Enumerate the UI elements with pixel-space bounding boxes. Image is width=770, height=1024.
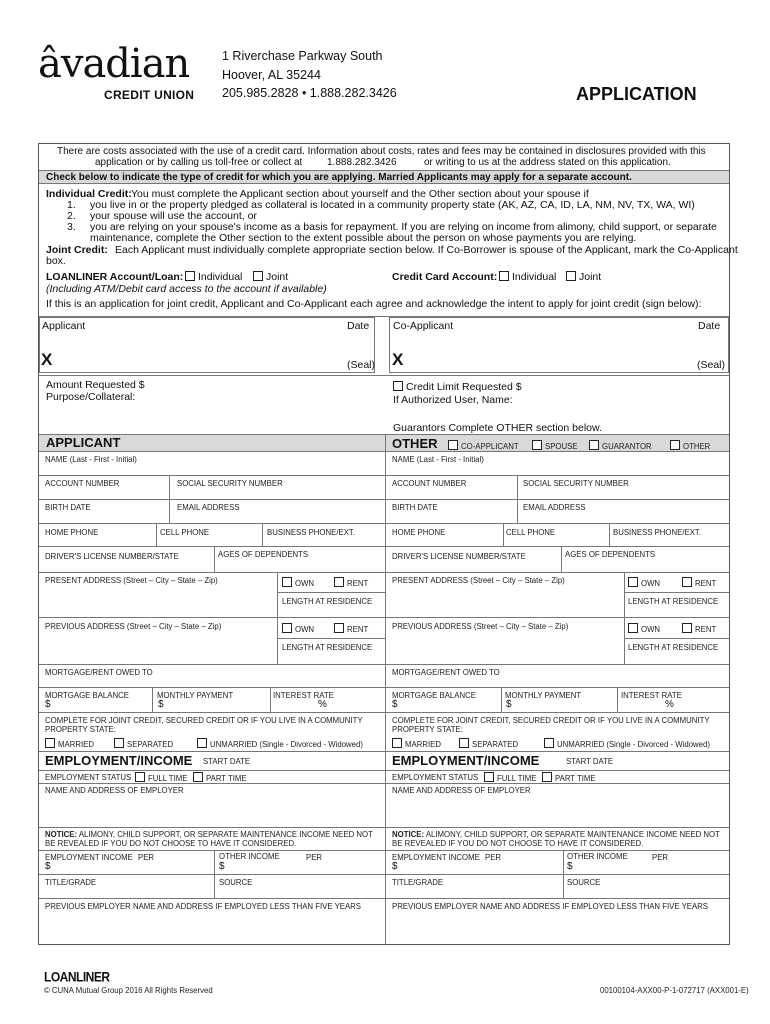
rule xyxy=(277,638,385,639)
joint-sign-note: If this is an application for joint credit, Applicant and Co-Applicant each agree and acknowledge the intent to apply for joint credit (sign below): xyxy=(46,298,702,310)
own-checkbox[interactable] xyxy=(282,623,292,633)
vdiv xyxy=(214,546,215,572)
other-notice-1 xyxy=(392,830,720,839)
rent-checkbox[interactable] xyxy=(334,623,344,633)
costs-notice-line-1: There are costs associated with the use of a credit card. Information about costs, rates and fees may be contained in disclosures provided with this xyxy=(57,146,706,157)
rule xyxy=(39,751,729,752)
column-divider xyxy=(385,434,386,944)
other-interest-rate-field[interactable]: INTEREST RATE xyxy=(621,691,682,700)
rent-label: RENT xyxy=(347,579,369,588)
other-prev-employer-field[interactable]: PREVIOUS EMPLOYER NAME AND ADDRESS IF EMPLOYED LESS THAN FIVE YEARS xyxy=(392,902,709,911)
loanliner-logo: LOANLINER xyxy=(44,968,110,986)
applicant-present-own[interactable] xyxy=(282,577,314,588)
applicant-interest-rate-field[interactable]: INTEREST RATE xyxy=(273,691,334,700)
loan-joint-label: Joint xyxy=(266,271,289,283)
vdiv xyxy=(156,523,157,546)
own-label: OWN xyxy=(295,625,315,634)
guarantor-label: GUARANTOR xyxy=(602,442,652,451)
other-start-date-field[interactable]: START DATE xyxy=(566,757,614,766)
other-present-length[interactable]: LENGTH AT RESIDENCE xyxy=(628,597,719,606)
rent-checkbox[interactable] xyxy=(682,623,692,633)
applicant-section-title: APPLICANT xyxy=(46,435,121,450)
avadian-logo: âvadian xyxy=(38,41,190,87)
applicant-birth-field[interactable]: BIRTH DATE xyxy=(45,503,91,512)
applicant-seal: (Seal) xyxy=(347,359,376,371)
other-previous-rent[interactable] xyxy=(682,623,716,634)
cc-individual-option[interactable] xyxy=(499,271,556,283)
other-section-title: OTHER xyxy=(392,436,438,451)
applicant-title-grade-field[interactable]: TITLE/GRADE xyxy=(45,878,97,887)
applicant-balance-dollar: $ xyxy=(45,699,51,710)
applicant-sign-x: X xyxy=(41,350,53,369)
other-cell-phone-field[interactable]: CELL PHONE xyxy=(506,528,556,537)
item-number-3: 3. xyxy=(67,221,76,233)
item-number-2: 2. xyxy=(67,210,76,222)
applicant-interest-pct: % xyxy=(318,699,327,710)
rule xyxy=(39,850,729,851)
applicant-separated[interactable] xyxy=(114,738,173,749)
other-co-applicant-option[interactable] xyxy=(448,440,519,451)
other-birth-field[interactable]: BIRTH DATE xyxy=(392,503,438,512)
other-emp-income-field[interactable]: EMPLOYMENT INCOME xyxy=(392,853,480,862)
rule xyxy=(39,898,729,899)
other-guarantor-option[interactable] xyxy=(589,440,652,451)
applicant-full-time[interactable] xyxy=(135,772,187,783)
joint-credit-text-2: box. xyxy=(46,255,66,267)
other-ssn-field[interactable]: SOCIAL SECURITY NUMBER xyxy=(523,479,629,488)
credit-limit-option[interactable] xyxy=(393,381,522,393)
other-unmarried[interactable] xyxy=(544,738,710,749)
married-label: MARRIED xyxy=(405,740,441,749)
other-present-address-field[interactable]: PRESENT ADDRESS (Street – City – State – Zip) xyxy=(392,576,565,585)
vdiv xyxy=(517,475,518,523)
item-text-3b: maintenance, complete the Other section to the extent possible about the person on whose payments you are relying. xyxy=(90,232,637,244)
applicant-signature-box[interactable] xyxy=(39,317,375,373)
rule xyxy=(39,523,729,524)
married-label: MARRIED xyxy=(58,740,94,749)
applicant-income-dollar: $ xyxy=(45,861,51,872)
vdiv xyxy=(262,523,263,546)
vdiv xyxy=(563,850,564,898)
rent-label: RENT xyxy=(347,625,369,634)
other-spouse-option[interactable] xyxy=(532,440,578,451)
other-title-grade-field[interactable]: TITLE/GRADE xyxy=(392,878,444,887)
separated-label: SEPARATED xyxy=(127,740,174,749)
married-checkbox[interactable] xyxy=(392,738,402,748)
individual-credit-text: You must complete the Applicant section about yourself and the Other section about your spouse if xyxy=(131,188,589,200)
rule xyxy=(39,475,729,476)
rent-label: RENT xyxy=(695,625,717,634)
applicant-present-rent[interactable] xyxy=(334,577,368,588)
copyright-notice: © CUNA Mutual Group 2016 All Rights Reserved xyxy=(44,986,213,995)
applicant-previous-length[interactable]: LENGTH AT RESIDENCE xyxy=(282,643,373,652)
own-label: OWN xyxy=(641,579,661,588)
cc-individual-checkbox[interactable] xyxy=(499,271,509,281)
other-notice-2: BE REVEALED IF YOU DO NOT CHOOSE TO HAVE IT CONSIDERED. xyxy=(392,839,644,848)
loan-individual-option[interactable] xyxy=(185,271,242,283)
applicant-date-label: Date xyxy=(347,320,370,332)
applicant-notice-2: BE REVEALED IF YOU DO NOT CHOOSE TO HAVE IT CONSIDERED. xyxy=(45,839,297,848)
applicant-business-phone-field[interactable]: BUSINESS PHONE/EXT. xyxy=(267,528,355,537)
rule xyxy=(39,546,729,547)
applicant-home-phone-field[interactable]: HOME PHONE xyxy=(45,528,99,537)
vdiv xyxy=(169,475,170,523)
other-married[interactable] xyxy=(392,738,441,749)
applicant-start-date-field[interactable]: START DATE xyxy=(203,757,251,766)
applicant-source-field[interactable]: SOURCE xyxy=(219,878,253,887)
other-name-field[interactable]: NAME (Last - First - Initial) xyxy=(392,455,484,464)
address-line-1: 1 Riverchase Parkway South xyxy=(222,49,383,63)
guarantor-checkbox[interactable] xyxy=(589,440,599,450)
vdiv xyxy=(503,523,504,546)
costs-notice-phone: 1.888.282.3426 xyxy=(327,157,397,168)
rule xyxy=(39,874,729,875)
rent-checkbox[interactable] xyxy=(334,577,344,587)
applicant-monthly-payment-field[interactable]: MONTHLY PAYMENT xyxy=(157,691,234,700)
other-ages-field[interactable]: AGES OF DEPENDENTS xyxy=(565,550,656,559)
other-checkbox[interactable] xyxy=(670,440,680,450)
authorized-user-name[interactable]: If Authorized User, Name: xyxy=(393,394,513,406)
other-interest-pct: % xyxy=(665,699,674,710)
own-checkbox[interactable] xyxy=(282,577,292,587)
part-time-label: PART TIME xyxy=(206,774,247,783)
separated-checkbox[interactable] xyxy=(114,738,124,748)
part-time-checkbox[interactable] xyxy=(193,772,203,782)
spouse-checkbox[interactable] xyxy=(532,440,542,450)
divider xyxy=(39,375,729,376)
cc-joint-label: Joint xyxy=(579,271,602,283)
check-bar-text: Check below to indicate the type of credit for which you are applying. Married Applicants may apply for a separate account. xyxy=(46,172,632,183)
applicant-prev-employer-field[interactable]: PREVIOUS EMPLOYER NAME AND ADDRESS IF EMPLOYED LESS THAN FIVE YEARS xyxy=(45,902,362,911)
rule xyxy=(39,712,729,713)
applicant-part-time[interactable] xyxy=(193,772,247,783)
item-text-2: your spouse will use the account, or xyxy=(90,210,257,222)
vdiv xyxy=(277,572,278,664)
other-previous-own[interactable] xyxy=(628,623,660,634)
rule xyxy=(39,783,729,784)
rule xyxy=(39,664,729,665)
vdiv xyxy=(609,523,610,546)
other-employment-title: EMPLOYMENT/INCOME xyxy=(392,753,540,768)
credit-card-account-label: Credit Card Account: xyxy=(392,271,498,283)
rule xyxy=(277,592,385,593)
full-time-checkbox[interactable] xyxy=(484,772,494,782)
applicant-account-field[interactable]: ACCOUNT NUMBER xyxy=(45,479,120,488)
applicant-previous-rent[interactable] xyxy=(334,623,368,634)
applicant-other-dollar: $ xyxy=(219,861,225,872)
applicant-other-income-per: PER xyxy=(306,853,323,862)
applicant-previous-address-field[interactable]: PREVIOUS ADDRESS (Street – City – State – Zip) xyxy=(45,622,222,631)
other-email-field[interactable]: EMAIL ADDRESS xyxy=(523,503,586,512)
rent-label: RENT xyxy=(695,579,717,588)
other-license-field[interactable]: DRIVER'S LICENSE NUMBER/STATE xyxy=(392,552,526,561)
other-emp-status-label: EMPLOYMENT STATUS xyxy=(392,773,479,782)
loan-individual-checkbox[interactable] xyxy=(185,271,195,281)
joint-credit-heading: Joint Credit: xyxy=(46,244,108,256)
vdiv xyxy=(617,687,618,712)
other-previous-address-field[interactable]: PREVIOUS ADDRESS (Street – City – State – Zip) xyxy=(392,622,569,631)
vdiv xyxy=(152,687,153,712)
married-checkbox[interactable] xyxy=(45,738,55,748)
applicant-married[interactable] xyxy=(45,738,94,749)
applicant-joint-note-1: COMPLETE FOR JOINT CREDIT, SECURED CREDIT OR IF YOU LIVE IN A COMMUNITY xyxy=(45,716,363,725)
other-monthly-payment-field[interactable]: MONTHLY PAYMENT xyxy=(505,691,582,700)
form-code: 00100104-AXX00-P-1-072717 (AXX001-E) xyxy=(600,986,749,995)
other-present-rent[interactable] xyxy=(682,577,716,588)
applicant-joint-note-2: PROPERTY STATE: xyxy=(45,725,116,734)
applicant-payment-dollar: $ xyxy=(158,699,164,710)
full-time-label: FULL TIME xyxy=(148,774,188,783)
phone-numbers: 205.985.2828 • 1.888.282.3426 xyxy=(222,86,397,100)
rule xyxy=(624,592,729,593)
individual-credit-heading: Individual Credit: xyxy=(46,188,132,200)
other-part-time[interactable] xyxy=(542,772,596,783)
other-mortgage-balance-field[interactable]: MORTGAGE BALANCE xyxy=(392,691,476,700)
notice-text: ALIMONY, CHILD SUPPORT, OR SEPARATE MAINTENANCE INCOME NEED NOT xyxy=(425,830,720,839)
co-applicant-sign-label: Co-Applicant xyxy=(393,320,454,332)
rule xyxy=(39,770,729,771)
notice-bold: NOTICE: xyxy=(392,830,425,839)
applicant-notice-1 xyxy=(45,830,373,839)
applicant-emp-income-per: PER xyxy=(138,853,155,862)
applicant-unmarried[interactable] xyxy=(197,738,363,749)
other-employer-field[interactable]: NAME AND ADDRESS OF EMPLOYER xyxy=(392,786,531,795)
applicant-emp-status-label: EMPLOYMENT STATUS xyxy=(45,773,132,782)
rule xyxy=(39,499,729,500)
rule xyxy=(624,638,729,639)
applicant-emp-income-field[interactable]: EMPLOYMENT INCOME xyxy=(45,853,133,862)
own-checkbox[interactable] xyxy=(628,623,638,633)
separated-checkbox[interactable] xyxy=(459,738,469,748)
other-emp-income-per: PER xyxy=(485,853,502,862)
item-text-3: you are relying on your spouse's income as a basis for repayment. If you are relying on income from alimony, child support, or separate xyxy=(90,221,717,233)
applicant-present-address-field[interactable]: PRESENT ADDRESS (Street – City – State – Zip) xyxy=(45,576,218,585)
vdiv xyxy=(501,687,502,712)
joint-credit-text: Each Applicant must individually complete appropriate section below. If Co-Borrower is spouse of the Applicant, mark the Co-Applicant xyxy=(115,244,738,256)
full-time-label: FULL TIME xyxy=(497,774,537,783)
applicant-cell-phone-field[interactable]: CELL PHONE xyxy=(160,528,210,537)
co-applicant-seal: (Seal) xyxy=(697,359,726,371)
other-present-own[interactable] xyxy=(628,577,660,588)
other-other-option[interactable] xyxy=(670,440,710,451)
applicant-ssn-field[interactable]: SOCIAL SECURITY NUMBER xyxy=(177,479,283,488)
applicant-name-field[interactable]: NAME (Last - First - Initial) xyxy=(45,455,137,464)
rule xyxy=(39,572,729,573)
vdiv xyxy=(214,850,215,898)
applicant-email-field[interactable]: EMAIL ADDRESS xyxy=(177,503,240,512)
other-full-time[interactable] xyxy=(484,772,536,783)
rule xyxy=(39,687,729,688)
costs-notice-line-2a: application or by calling us toll-free or collect at xyxy=(95,157,303,168)
costs-notice-line-2b: or writing to us at the address stated on this application. xyxy=(424,157,671,168)
other-payment-dollar: $ xyxy=(506,699,512,710)
separated-label: SEPARATED xyxy=(472,740,519,749)
full-time-checkbox[interactable] xyxy=(135,772,145,782)
item-number-1: 1. xyxy=(67,199,76,211)
unmarried-checkbox[interactable] xyxy=(197,738,207,748)
applicant-previous-own[interactable] xyxy=(282,623,314,634)
applicant-employer-field[interactable]: NAME AND ADDRESS OF EMPLOYER xyxy=(45,786,184,795)
co-applicant-date-label: Date xyxy=(698,320,721,332)
other-joint-note-1: COMPLETE FOR JOINT CREDIT, SECURED CREDIT OR IF YOU LIVE IN A COMMUNITY xyxy=(392,716,710,725)
other-business-phone-field[interactable]: BUSINESS PHONE/EXT. xyxy=(613,528,701,537)
applicant-mortgage-balance-field[interactable]: MORTGAGE BALANCE xyxy=(45,691,129,700)
other-mortgage-owed-field[interactable]: MORTGAGE/RENT OWED TO xyxy=(392,668,500,677)
credit-limit-checkbox[interactable] xyxy=(393,381,403,391)
other-balance-dollar: $ xyxy=(392,699,398,710)
rule xyxy=(39,827,729,828)
notice-text: ALIMONY, CHILD SUPPORT, OR SEPARATE MAINTENANCE INCOME NEED NOT xyxy=(78,830,373,839)
unmarried-label: UNMARRIED (Single - Divorced - Widowed) xyxy=(557,740,710,749)
notice-bold: NOTICE: xyxy=(45,830,78,839)
other-income-dollar: $ xyxy=(392,861,398,872)
vdiv xyxy=(624,572,625,664)
vdiv xyxy=(270,687,271,712)
other-joint-note-2: PROPERTY STATE: xyxy=(392,725,463,734)
unmarried-checkbox[interactable] xyxy=(544,738,554,748)
rent-checkbox[interactable] xyxy=(682,577,692,587)
cc-individual-label: Individual xyxy=(512,271,557,283)
rule xyxy=(39,451,729,452)
applicant-present-length[interactable]: LENGTH AT RESIDENCE xyxy=(282,597,373,606)
loan-joint-option[interactable] xyxy=(253,271,288,283)
spouse-label: SPOUSE xyxy=(545,442,578,451)
applicant-sign-label: Applicant xyxy=(42,320,86,332)
part-time-label: PART TIME xyxy=(555,774,596,783)
applicant-mortgage-owed-field[interactable]: MORTGAGE/RENT OWED TO xyxy=(45,668,153,677)
vdiv xyxy=(561,546,562,572)
other-label: OTHER xyxy=(683,442,711,451)
co-applicant-sign-x: X xyxy=(392,350,404,369)
other-previous-length[interactable]: LENGTH AT RESIDENCE xyxy=(628,643,719,652)
cc-joint-checkbox[interactable] xyxy=(566,271,576,281)
other-account-field[interactable]: ACCOUNT NUMBER xyxy=(392,479,467,488)
own-checkbox[interactable] xyxy=(628,577,638,587)
item-text-1: you live in or the property pledged as collateral is located in a community property state (AK, AZ, CA, ID, LA, NM, NV, TX, WA, WI) xyxy=(90,199,695,211)
application-form xyxy=(38,143,730,945)
other-source-field[interactable]: SOURCE xyxy=(567,878,601,887)
logo-subtitle: CREDIT UNION xyxy=(104,88,195,102)
guarantors-note: Guarantors Complete OTHER section below. xyxy=(393,422,602,434)
co-applicant-label: CO-APPLICANT xyxy=(461,442,519,451)
loan-joint-checkbox[interactable] xyxy=(253,271,263,281)
co-applicant-checkbox[interactable] xyxy=(448,440,458,450)
other-home-phone-field[interactable]: HOME PHONE xyxy=(392,528,446,537)
own-label: OWN xyxy=(295,579,315,588)
cc-joint-option[interactable] xyxy=(566,271,601,283)
page-title: APPLICATION xyxy=(576,84,697,104)
applicant-license-field[interactable]: DRIVER'S LICENSE NUMBER/STATE xyxy=(45,552,179,561)
rule xyxy=(39,617,729,618)
part-time-checkbox[interactable] xyxy=(542,772,552,782)
loan-individual-label: Individual xyxy=(198,271,243,283)
loan-note: (Including ATM/Debit card access to the account if available) xyxy=(46,283,327,295)
applicant-ages-field[interactable]: AGES OF DEPENDENTS xyxy=(218,550,309,559)
other-separated[interactable] xyxy=(459,738,518,749)
own-label: OWN xyxy=(641,625,661,634)
credit-limit-label: Credit Limit Requested $ xyxy=(406,381,522,393)
unmarried-label: UNMARRIED (Single - Divorced - Widowed) xyxy=(210,740,363,749)
loanliner-account-label: LOANLINER Account/Loan: xyxy=(46,271,184,283)
applicant-other-income-field[interactable]: OTHER INCOME xyxy=(219,852,280,861)
other-other-income-field[interactable]: OTHER INCOME xyxy=(567,852,628,861)
amount-requested[interactable]: Amount Requested $ xyxy=(46,379,145,391)
address-line-2: Hoover, AL 35244 xyxy=(222,68,321,82)
purpose-collateral[interactable]: Purpose/Collateral: xyxy=(46,391,136,403)
applicant-employment-title: EMPLOYMENT/INCOME xyxy=(45,753,193,768)
other-other-dollar: $ xyxy=(567,861,573,872)
other-other-income-per: PER xyxy=(652,853,669,862)
